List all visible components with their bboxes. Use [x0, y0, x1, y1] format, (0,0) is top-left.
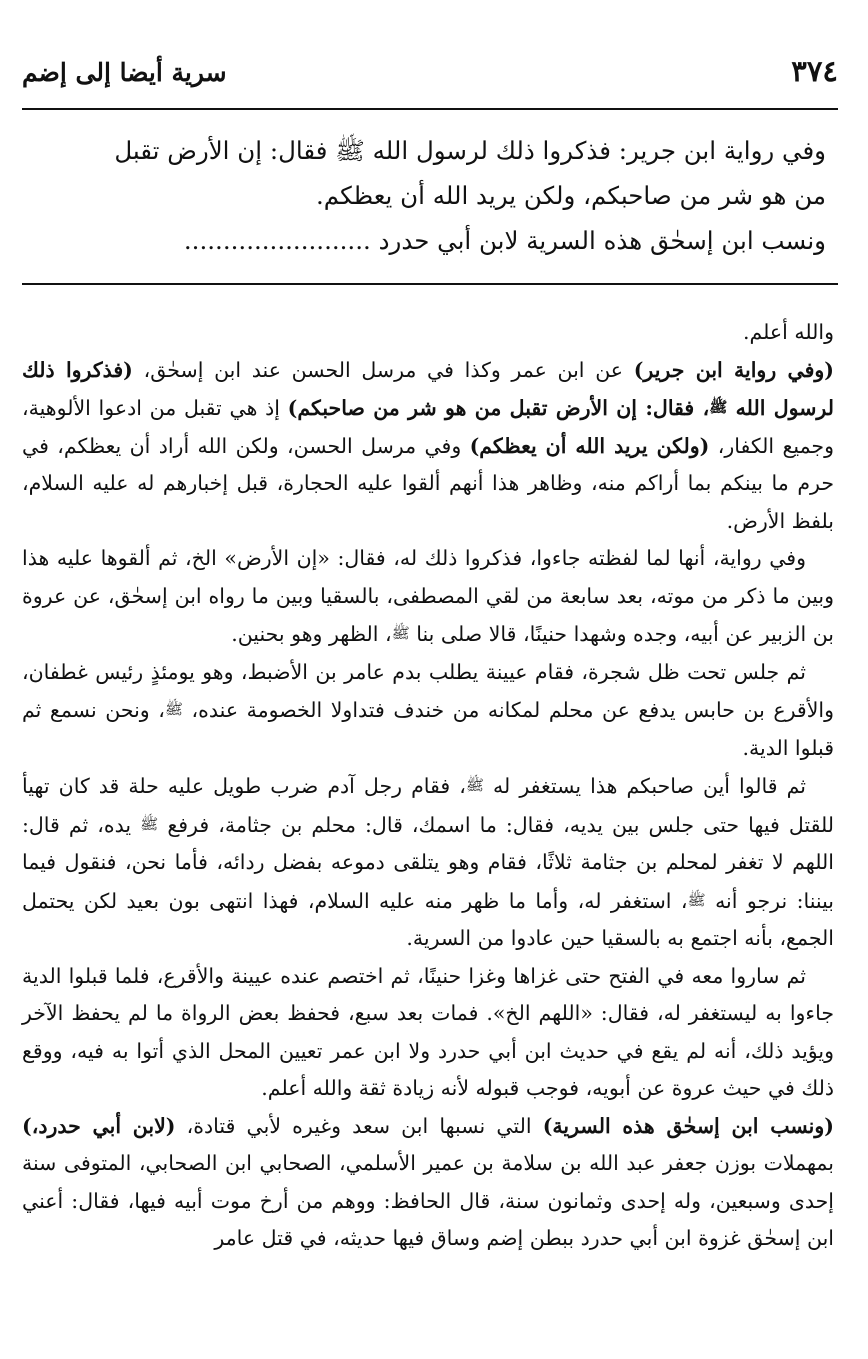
commentary-paragraph: (وفي رواية ابن جرير) عن ابن عمر وكذا في مرسل الحسن عند ابن إسحٰق، (فذكروا ذلك لرسول الله ﷺ، فقال: إن الأرض تقبل من هو شر من صاحبكم) إذ هي تقبل من ادعوا الألوهية، وجميع الكفار، (ولكن يريد الله أن يعظكم) وفي مرسل الحسن، ولكن الله أراد أن يعظكم، في حرم ما بينكم بما أراكم منه، وظاهر هذا أنهم ألقوا عليه الحجارة، قبل إخبارهم له عليه السلام، بلفظ الأرض. [22, 357, 835, 533]
commentary-block [22, 314, 834, 1258]
main-text-line: من هو شر من صاحبكم، ولكن يريد الله أن يعظكم. [316, 181, 826, 210]
header-divider [22, 108, 838, 110]
salla-symbol: ﷺ [687, 890, 706, 909]
salla-symbol: ﷺ [391, 624, 410, 642]
page-header [22, 54, 838, 110]
salla-symbol: ﷺ [465, 776, 484, 794]
dotted-leader: ........................ [183, 226, 371, 255]
salla-symbol: ﷺ [709, 398, 728, 416]
main-text-line: ونسب ابن إسحٰق هذه السرية لابن أبي حدرد ........................ [183, 226, 826, 255]
main-text-line: وفي رواية ابن جرير: فذكروا ذلك لرسول الله ﷺ فقال: إن الأرض تقبل [114, 136, 826, 165]
commentary-paragraph: ثم قالوا أين صاحبكم هذا يستغفر له ﷺ، فقام رجل آدم ضرب طويل عليه حلة قد كان تهيأ للقتل فيها حتى جلس بين يديه، فقال: ما اسمك، قال: محلم بن جثامة، فرفع ﷺ يده، ثم قال: اللهم لا تغفر لمحلم بن جثامة ثلاثًا، فقام وهو يتلقى دموعه بفضل ردائه، فأما نحن، فنقول فيما بيننا: نرجو أنه ﷺ، استغفر له، وأما ما ظهر منه عليه السلام، فهذا انتهى بون بعيد لكن يحتمل الجمع، بأنه اجتمع به بالسقيا حين عادوا من السرية. [22, 774, 834, 950]
running-title: سرية أيضا إلى إضم [22, 58, 227, 87]
commentary-paragraph: (ونسب ابن إسحٰق هذه السرية) التي نسبها ابن سعد وغيره لأبي قتادة، (لابن أبي حدرد،) بمهملات بوزن جعفر عبد الله بن سلامة بن عمير الأسلمي، الصحابي ابن الصحابي، المتوفى سنة إحدى وسبعين، وله إحدى وثمانون سنة، قال الحافظ: ووهم من أرخ موت أبيه فيها، فقال: أعني ابن إسحٰق غزوة ابن أبي حدرد ببطن إضم وساق فيها حديثه، في قتل عامر [22, 1113, 834, 1250]
salla-symbol: ﷺ [164, 700, 183, 718]
page-number: ٣٧٤ [791, 54, 838, 88]
commentary-paragraph: وفي رواية، أنها لما لفظته جاءوا، فذكروا ذلك له، فقال: «إن الأرض» الخ، ثم ألقوها عليه هذا وبين ما ذكر من موته، بعد سابعة من لقي المصطفى، بالسقيا وبين ما رواه ابن إسحٰق، عن عروة بن الزبير عن أبيه، وجده وشهدا حنينًا، قالا صلى بنا ﷺ، الظهر وهو بحنين. [22, 546, 834, 646]
main-text-divider [22, 283, 838, 285]
commentary-paragraph: ثم ساروا معه في الفتح حتى غزاها وغزا حنينًا، ثم اختصم عنده عيينة والأقرع، فلما قبلوا الدية جاءوا به ليستغفر له، فقال: «اللهم الخ». فمات بعد سبع، فحفظ بعض الرواة ما لم يحفظ الآخر ويؤيد ذلك، أنه لم يقع في حديث ابن أبي حدرد ولا ابن عمر تعيين المحل الذي أتوا به فيه، ووقع ذلك في حيث عروة عن أبويه، فوجب قبوله لأنه زيادة ثقة والله أعلم. [22, 963, 834, 1100]
commentary-paragraph: ثم جلس تحت ظل شجرة، فقام عيينة يطلب بدم عامر بن الأضبط، وهو يومئذٍ رئيس غطفان، والأقرع بن حابس يدفع عن محلم لمكانه من خندف فتداولا الخصومة عنده، ﷺ، ونحن نسمع ثم قبلوا الدية. [22, 659, 834, 760]
main-text-block [22, 128, 826, 263]
commentary-paragraph: والله أعلم. [742, 320, 834, 344]
salla-symbol: ﷺ [140, 814, 159, 833]
